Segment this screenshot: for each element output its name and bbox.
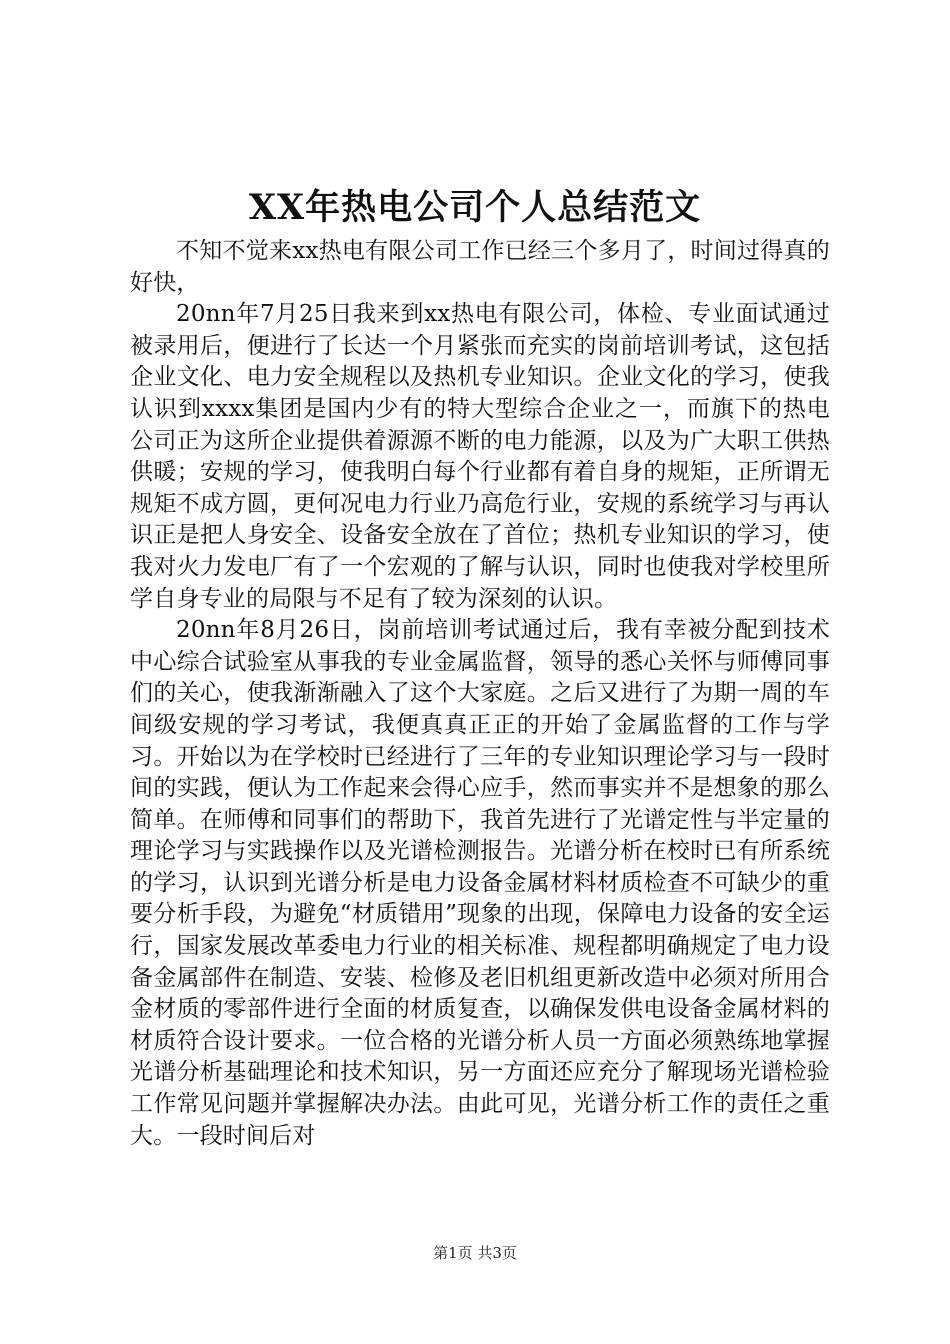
paragraph-2: 20nn年7月25日我来到xx热电有限公司，体检、专业面试通过被录用后，便进行了长达一个月紧张而充实的岗前培训考试，这包括企业文化、电力安全规程以及热机专业知识。企业文化的学习，使我认识到xxxx集团是国内少有的特大型综合企业之一，而旗下的热电公司正为这所企业提供着源源不断的电力能源，以及为广大职工供热供暖；安规的学习，使我明白每个行业都有着自身的规矩，正所谓无规矩不成方圆，更何况电力行业乃高危行业，安规的系统学习与再认识正是把人身安全、设备安全放在了首位；热机专业知识的学习，使我对火力发电厂有了一个宏观的了解与认识，同时也使我对学校里所学自身专业的局限与不足有了较为深刻的认识。 [130, 301, 830, 612]
page-footer: 第1页 共3页 [433, 1244, 517, 1262]
paragraph-3: 20nn年8月26日，岗前培训考试通过后，我有幸被分配到技术中心综合试验室从事我的专业金属监督，领导的悉心关怀与师傅同事们的关心，使我渐渐融入了这个大家庭。之后又进行了为期一周的车间级安规的学习考试，我便真真正正的开始了金属监督的工作与学习。开始以为在学校时已经进行了三年的专业知识理论学习与一段时间的实践，便认为工作起来会得心应手，然而事实并不是想象的那么简单。在师傅和同事们的帮助下，我首先进行了光谱定性与半定量的理论学习与实践操作以及光谱检测报告。光谱分析在校时已有所系统的学习，认识到光谱分析是电力设备金属材料材质检查不可缺少的重要分析手段，为避免“材质错用”现象的出现，保障电力设备的安全运行，国家发展改革委电力行业的相关标准、规程都明确规定了电力设备金属部件在制造、安装、检修及老旧机组更新改造中必须对所用合金材质的零部件进行全面的材质复查，以确保发供电设备金属材料的材质符合设计要求。一位合格的光谱分析人员一方面必须熟练地掌握光谱分析基础理论和技术知识，另一方面还应充分了解现场光谱检验工作常见问题并掌握解决办法。由此可见，光谱分析工作的责任之重大。一段时间后对 [130, 617, 830, 1149]
document-body [130, 236, 830, 1152]
paragraph-1: 不知不觉来xx热电有限公司工作已经三个多月了，时间过得真的好快， [130, 238, 830, 296]
document-title: XX年热电公司个人总结范文 [248, 187, 702, 228]
